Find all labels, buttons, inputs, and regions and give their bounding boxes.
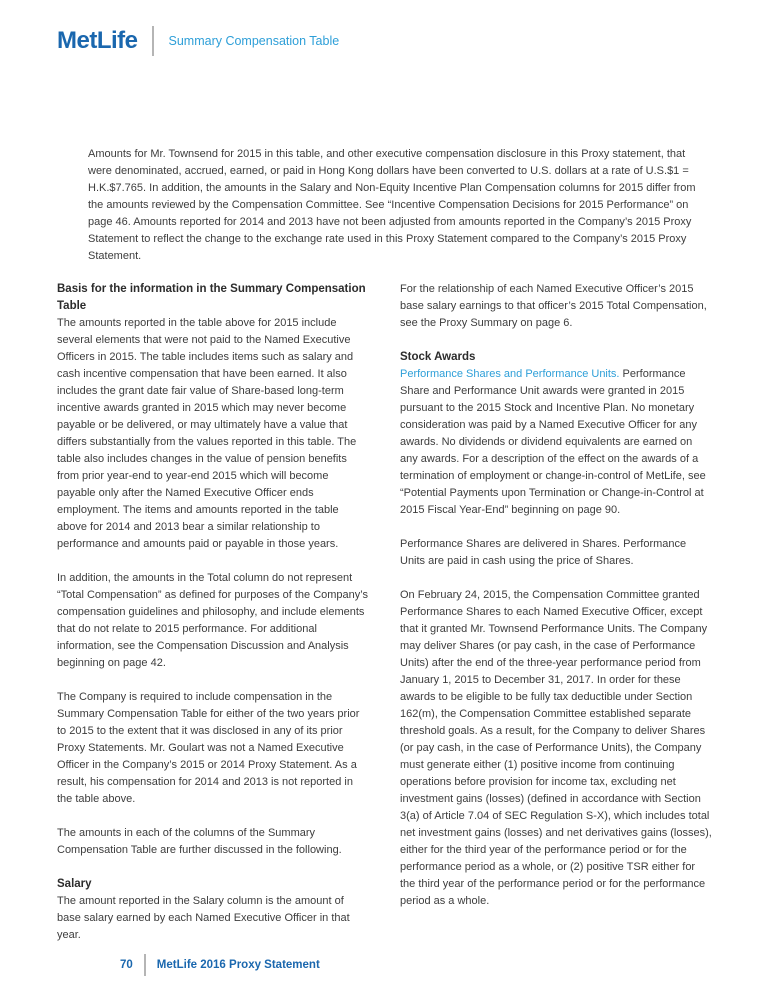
basis-paragraph-4: The amounts in each of the columns of the Summary Compensation Table are further discussed in the following. <box>57 827 342 856</box>
salary-relationship-paragraph: For the relationship of each Named Executive Officer’s 2015 base salary earnings to that officer’s 2015 Total Compensation, see the Proxy Summary on page 6. <box>400 283 707 329</box>
basis-paragraph-1: The amounts reported in the table above for 2015 include several elements that were not paid to the Named Executive Officers in 2015. The table includes items such as salary and cash incentive compensation that have been earned. It also includes the grant date fair value of Share-based long-term incentive awards granted in 2015 which may never become payable or be delivered, or may ultimately have a value that differs substantially from the values reported in this table. The table also includes changes in the value of pension benefits from prior year-end to year-end 2015 which will become payable only after the Named Executive Officer ends employment. The items and amounts reported in the table above for 2014 and 2013 bear a similar relationship to performance and amounts paid or payable in those years. <box>57 317 357 550</box>
two-column-body <box>57 281 713 944</box>
basis-paragraph-3: The Company is required to include compensation in the Summary Compensation Table for either of the two years prior to 2015 to the extent that it was disclosed in any of its prior Proxy Statements. Mr. Goulart was not a Named Executive Officer in the Company’s 2015 or 2014 Proxy Statement. As a result, his compensation for 2014 and 2013 is not reported in the table above. <box>57 691 360 805</box>
stock-awards-paragraph-2: Performance Shares are delivered in Shares. Performance Units are paid in cash using the price of Shares. <box>400 538 687 567</box>
footer-divider <box>144 954 146 976</box>
heading-salary: Salary <box>57 878 92 890</box>
stock-awards-paragraph-1 <box>400 366 713 519</box>
basis-paragraph-2: In addition, the amounts in the Total column do not represent “Total Compensation” as defined for purposes of the Company’s compensation guidelines and philosophy, and include elements that do not relate to 2015 performance. For additional information, see the Compensation Discussion and Analysis beginning on page 42. <box>57 572 369 669</box>
left-column <box>57 281 370 944</box>
right-column <box>400 281 713 944</box>
header-divider <box>152 26 154 56</box>
metlife-logo: MetLife <box>57 27 138 54</box>
stock-awards-paragraph-3: On February 24, 2015, the Compensation Committee granted Performance Shares to each Named Executive Officer, except that it granted Mr. Townsend Performance Units. The Company may deliver Shares (or pay cash, in the case of Performance Units) after the end of the three-year performance period from January 1, 2015 to December 31, 2017. In order for these awards to be eligible to be fully tax deductible under Section 162(m), the Compensation Committee established separate threshold goals. As a result, for the Company to deliver Shares (or pay cash, in the case of Performance Units), the Company must generate either (1) positive income from continuing operations before provision for income tax, excluding net investment gains (losses) (defined in accordance with Section 3(a) of Article 7.04 of SEC Regulation S-X), which includes total net investment gains (losses) and net derivatives gains (losses), either for the third year of the performance period or for the performance period as a whole, or (2) positive TSR either for the third year of the performance period or for the performance period as a whole. <box>400 589 712 907</box>
heading-stock-awards: Stock Awards <box>400 351 476 363</box>
heading-basis-for-information: Basis for the information in the Summary Compensation Table <box>57 283 366 312</box>
page-number: 70 <box>120 959 133 971</box>
intro-note-paragraph: Amounts for Mr. Townsend for 2015 in this table, and other executive compensation disclosure in this Proxy statement, that were denominated, accrued, earned, or paid in Hong Kong dollars have been converted to U.S. dollars at a rate of U.S.$1 = H.K.$7.765. In addition, the amounts in the Salary and Non-Equity Incentive Plan Compensation columns for 2015 differ from the amounts reviewed by the Compensation Committee. See “Incentive Compensation Decisions for 2015 Performance” on page 46. Amounts reported for 2014 and 2013 have not been adjusted from amounts reported in the Company’s 2015 Proxy Statement to reflect the change to the exchange rate used in this Proxy Statement compared to the Company’s 2015 Proxy Statement. <box>88 148 696 262</box>
section-title: Summary Compensation Table <box>168 34 340 48</box>
salary-paragraph: The amount reported in the Salary column is the amount of base salary earned by each Named Executive Officer in that year. <box>57 895 350 941</box>
performance-shares-units-lead: Performance Shares and Performance Units. <box>400 368 620 380</box>
page-footer <box>120 954 320 976</box>
page-header <box>57 26 339 56</box>
footer-document-title: MetLife 2016 Proxy Statement <box>156 959 320 971</box>
stock-awards-paragraph-1-body: Performance Share and Performance Unit awards were granted in 2015 pursuant to the 2015 Stock and Incentive Plan. No monetary consideration was paid by a Named Executive Officer for any awards. No dividends or dividend equivalents are earned on any awards. For a description of the effect on the awards of a termination of employment or change-in-control of MetLife, see “Potential Payments upon Termination or Change-in-Control at 2015 Fiscal Year-End” beginning on page 90. <box>400 368 706 516</box>
